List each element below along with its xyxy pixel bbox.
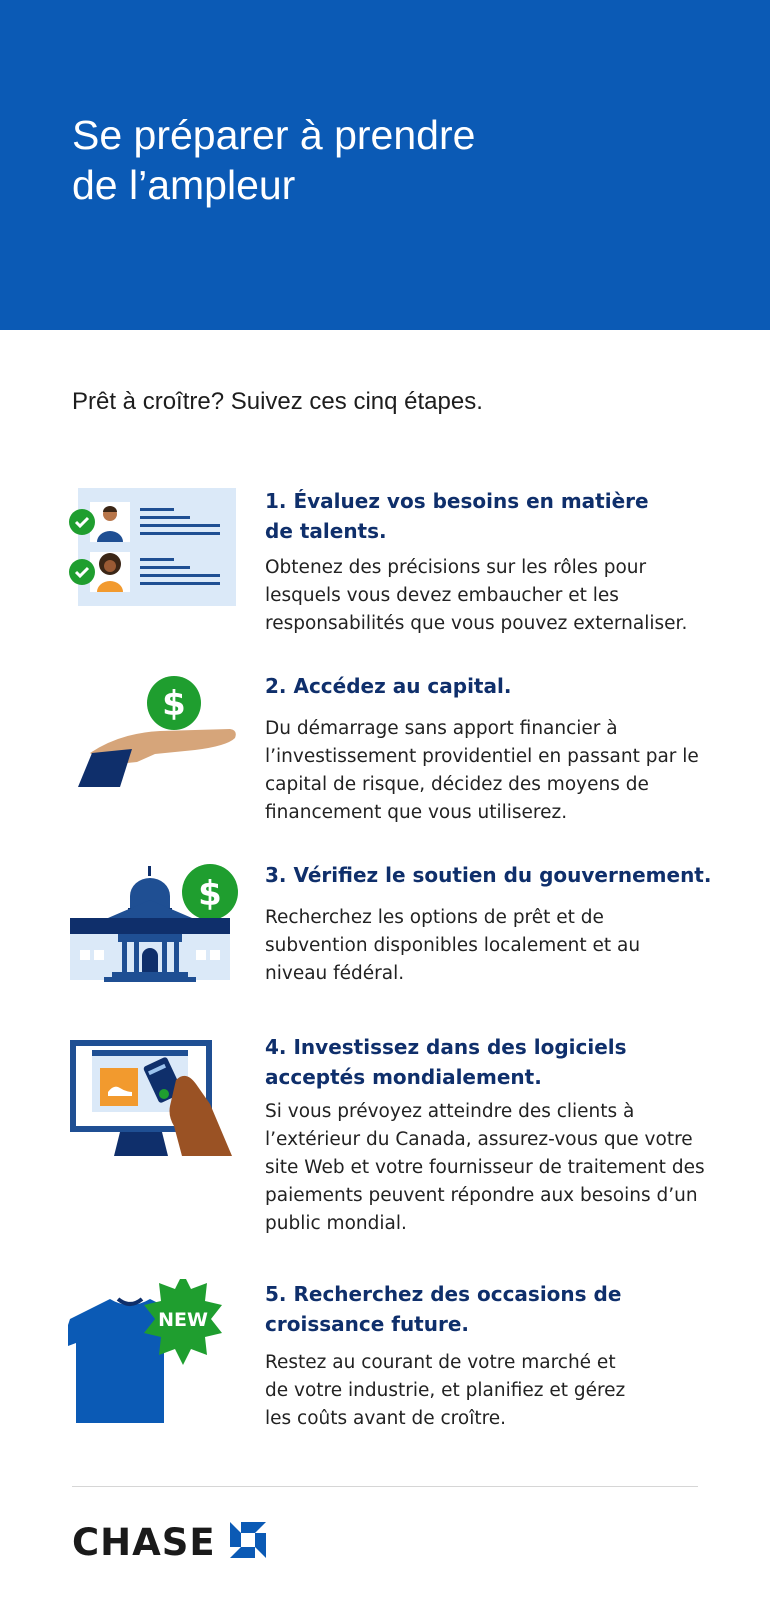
step-1-title: 1. Évaluez vos besoins en matière de talents. xyxy=(265,489,649,543)
step-5-title: 5. Recherchez des occasions de croissance future. xyxy=(265,1282,622,1336)
intro-text: Prêt à croître? Suivez ces cinq étapes. xyxy=(72,388,483,415)
hero-banner xyxy=(0,0,770,330)
step-3-body: Recherchez les options de prêt et de subvention disponibles localement et au niveau fédéral. xyxy=(265,907,641,984)
page-title: Se préparer à prendre de l’ampleur xyxy=(72,112,476,208)
chase-logo xyxy=(72,1522,268,1562)
government-building-dollar-icon xyxy=(68,860,238,996)
new-shirt-icon xyxy=(68,1279,238,1433)
step-4-body: Si vous prévoyez atteindre des clients à l’extérieur du Canada, assurez-vous que votre site Web et votre fournisseur de traitement des paiements peuvent répondre aux besoins d’un public mondial. xyxy=(265,1101,705,1234)
new-badge-text: NEW xyxy=(158,1309,208,1331)
svg-text:$: $ xyxy=(198,874,222,914)
step-3-title: 3. Vérifiez le soutien du gouvernement. xyxy=(265,863,712,887)
step-5-body: Restez au courant de votre marché et de votre industrie, et planifiez et gérez les coûts avant de croître. xyxy=(265,1352,626,1429)
step-1-body: Obtenez des précisions sur les rôles pour lesquels vous devez embaucher et les responsabilités que vous pouvez externaliser. xyxy=(265,557,688,634)
computer-card-payment-icon xyxy=(68,1032,238,1160)
candidates-checklist-icon xyxy=(68,486,238,614)
step-4-title: 4. Investissez dans des logiciels acceptés mondialement. xyxy=(265,1035,627,1089)
svg-text:$: $ xyxy=(162,684,186,724)
step-2-title: 2. Accédez au capital. xyxy=(265,674,512,698)
hand-dollar-icon xyxy=(68,671,238,795)
step-2-body: Du démarrage sans apport financier à l’investissement providentiel en passant par le capital de risque, décidez des moyens de financement que vous utiliserez. xyxy=(265,718,699,823)
chase-octagon-icon xyxy=(228,1520,268,1564)
brand-wordmark: CHASE xyxy=(72,1520,216,1564)
footer-divider xyxy=(72,1486,698,1487)
